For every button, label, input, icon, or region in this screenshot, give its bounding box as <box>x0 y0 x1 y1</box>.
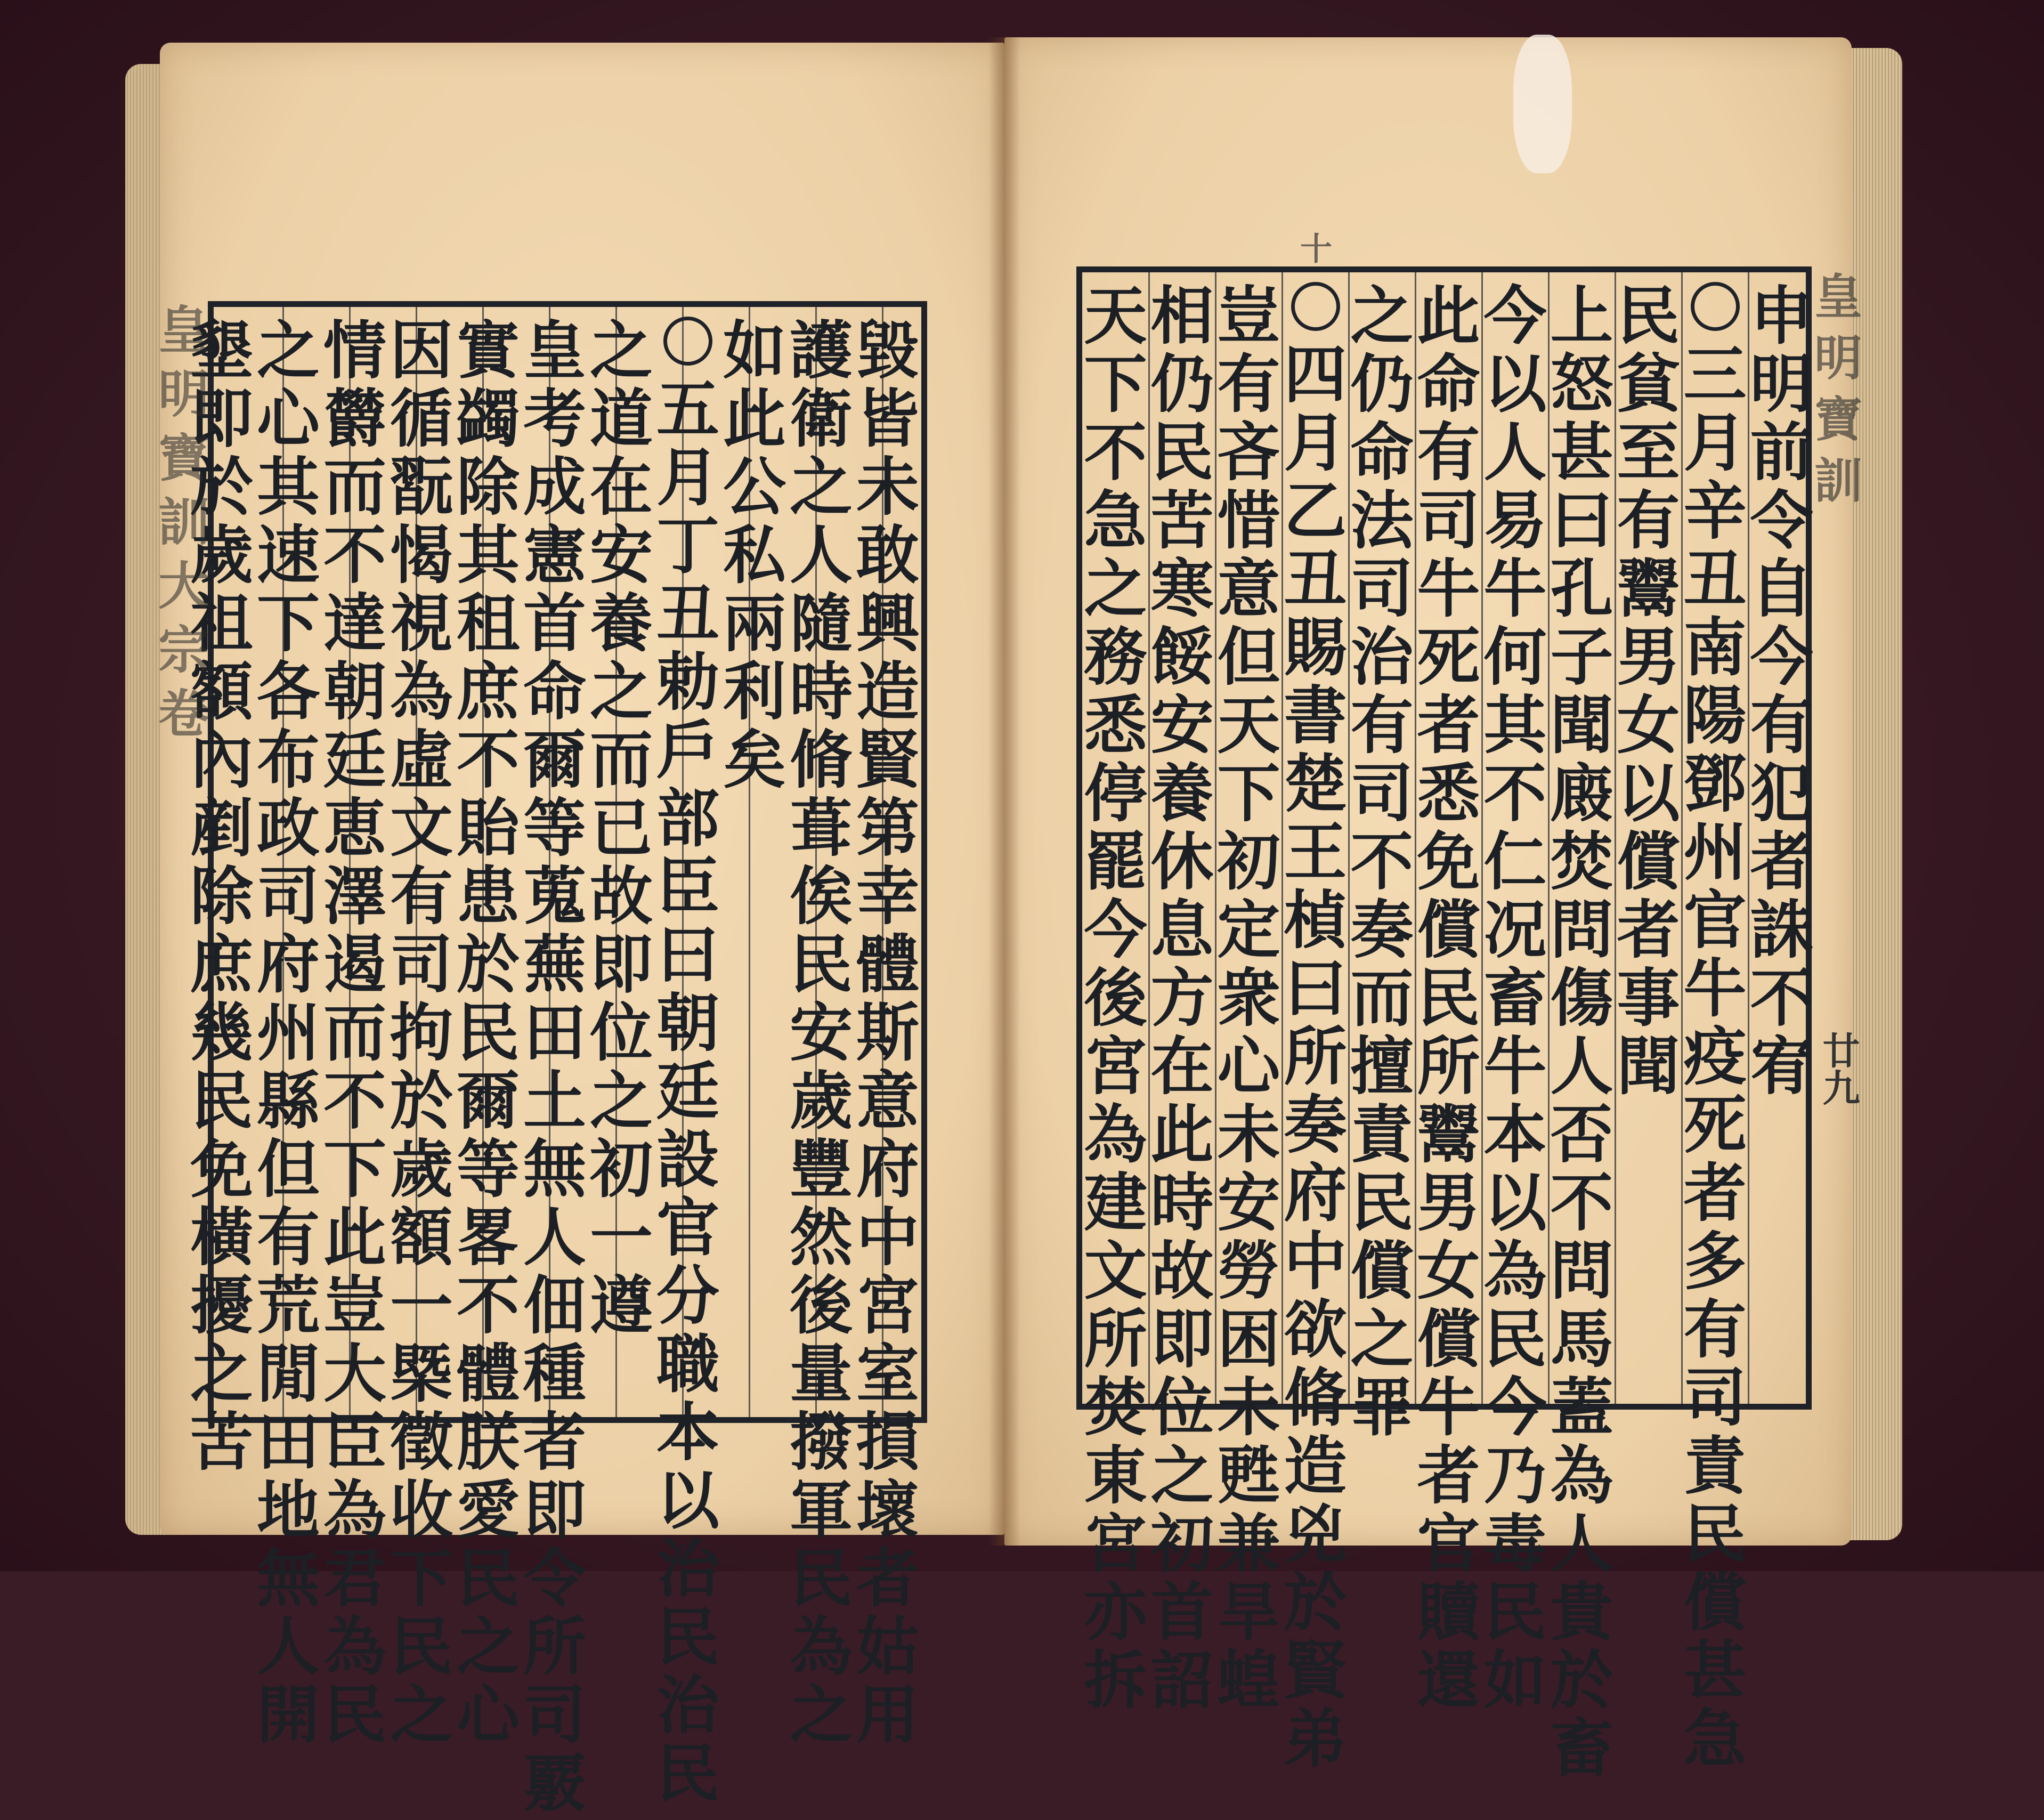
section-circle-mark <box>1691 282 1740 331</box>
text-column: 民 貧 至 有 鬻 男 女 以 償 者 事 聞 <box>1617 279 1680 1103</box>
text-column: 之 仍 命 法 司 治 有 司 不 奏 而 擅 責 民 償 之 罪 <box>1350 279 1414 1444</box>
folio-number: 廿九 <box>1816 1031 1861 1106</box>
right-outer-margin-title: 皇 明 寶 訓 <box>1814 269 1862 509</box>
text-column: 皇 考 成 憲 首 命 爾 等 蒐 蕪 田 土 無 人 佃 種 者 即 令 所 司 覈 <box>523 313 586 1820</box>
text-column: 護 衛 之 人 隨 時 脩 葺 俟 民 安 歲 豐 然 後 量 撥 軍 民 為 之 <box>789 313 853 1752</box>
text-column: 如 此 公 私 兩 利 矣 <box>723 313 786 797</box>
text-column: 五 月 丁 丑 勅 戶 部 臣 曰 朝 廷 設 官 分 職 本 以 治 民 治 民 <box>653 317 723 1808</box>
text-column: 豈 有 吝 惜 意 但 天 下 初 定 衆 心 未 安 勞 困 未 甦 兼 旱 蝗 <box>1217 279 1280 1717</box>
text-column: 情 欝 而 不 達 朝 廷 恵 澤 遏 而 不 下 此 豈 大 臣 為 君 為 民 <box>323 313 386 1752</box>
section-circle-mark <box>1291 282 1340 331</box>
text-column: 三 月 辛 丑 南 陽 鄧 州 官 牛 疫 死 者 多 有 司 責 民 償 甚 急 <box>1682 282 1748 1773</box>
left-outer-margin-title: 皇 明 寶 訓 大 宗 卷 <box>158 300 209 744</box>
text-column: 因 循 翫 愒 視 為 虛 文 有 司 拘 於 歲 額 一 槩 徵 收 下 民 之 <box>390 313 453 1752</box>
text-column: 之 心 其 速 下 各 布 政 司 府 州 縣 但 有 荒 閒 田 地 無 人 開 <box>256 313 320 1752</box>
section-circle-mark <box>663 317 712 366</box>
text-column: 相 仍 民 苦 寒 餒 安 養 休 息 方 在 此 時 故 即 位 之 初 首 詔 <box>1150 279 1214 1717</box>
paper-stain <box>1513 35 1572 173</box>
left-text-frame <box>190 301 927 1820</box>
text-column: 此 命 有 司 牛 死 者 悉 免 償 民 所 鬻 男 女 償 牛 者 官 贖 還 <box>1417 279 1480 1717</box>
text-column: 之 道 在 安 養 之 而 已 故 即 位 之 初 一 遵 <box>589 313 653 1342</box>
text-column: 上 怒 甚 曰 孔 子 聞 廄 焚 問 傷 人 否 不 問 馬 蓋 為 人 貴 於 畜 <box>1550 279 1613 1785</box>
text-column: 天 下 不 急 之 務 悉 停 罷 今 後 宮 為 建 文 所 焚 東 宮 亦 拆 <box>1084 279 1147 1717</box>
book-gutter <box>988 37 1020 1546</box>
folio-side-mark: 十 <box>1300 231 1332 268</box>
text-column: 墾 即 於 歲 祖 額 內 剷 除 庶 幾 民 免 橫 擾 之 苦 <box>190 313 253 1479</box>
text-column: 四 月 乙 丑 賜 書 楚 王 楨 曰 所 奏 府 中 欲 脩 造 兇 於 賢 弟 <box>1282 282 1349 1773</box>
text-column: 今 以 人 易 牛 何 其 不 仁 况 畜 牛 本 以 為 民 今 乃 毒 民 如 <box>1483 279 1547 1717</box>
right-text-frame <box>1076 266 1813 1785</box>
text-column: 申 明 前 令 自 今 有 犯 者 誅 不 宥 <box>1750 279 1813 1103</box>
text-column: 毀 皆 未 敢 興 造 賢 第 幸 體 斯 意 府 中 宮 室 損 壞 者 姑 用 <box>856 313 919 1752</box>
text-column: 實 蠲 除 其 租 庶 不 貽 患 於 民 爾 等 畧 不 體 朕 愛 民 之 心 <box>456 313 520 1752</box>
